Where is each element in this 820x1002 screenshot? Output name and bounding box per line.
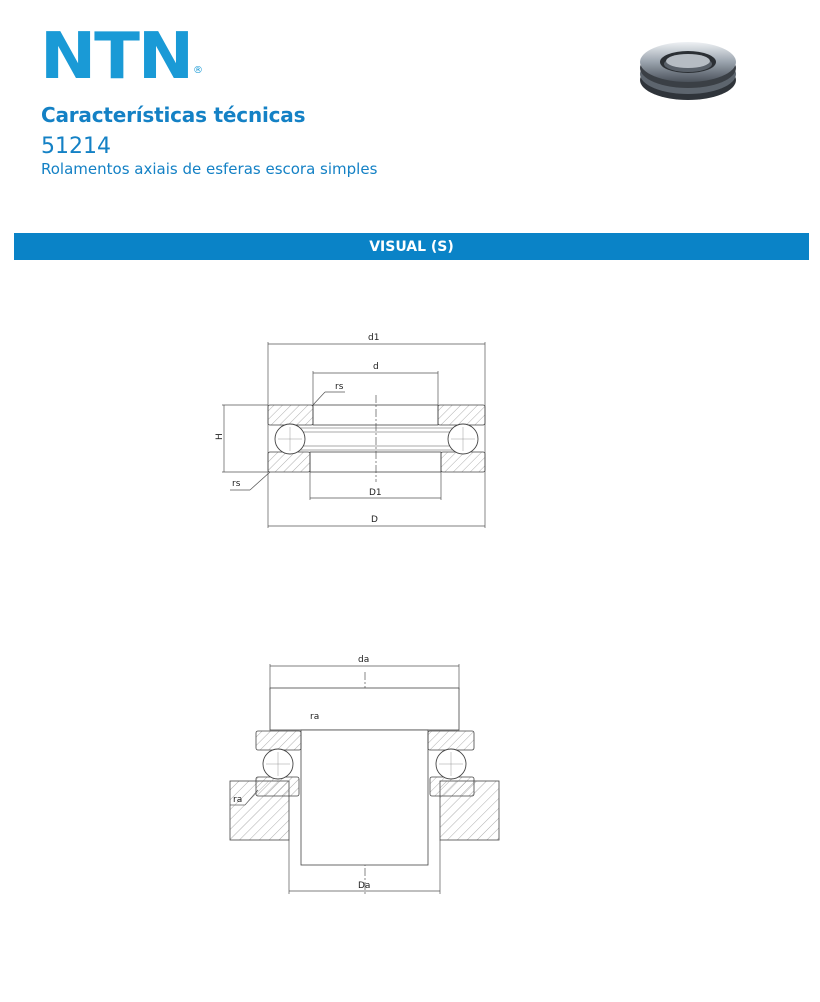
label-H: H (215, 433, 225, 440)
registered-mark: ® (193, 65, 203, 76)
mounting-dimension-drawing (222, 650, 507, 900)
section-banner: VISUAL (S) (14, 233, 809, 260)
label-rs-bottom: rs (232, 479, 241, 489)
label-ra-left: ra (233, 795, 243, 805)
label-D1: D1 (369, 488, 382, 498)
label-ra-top: ra (310, 712, 320, 722)
product-subtitle: Rolamentos axiais de esferas escora simples (41, 160, 378, 178)
bearing-dimension-drawing (200, 325, 510, 535)
label-Da: Da (358, 881, 371, 891)
label-D: D (371, 515, 378, 525)
thrust-bearing-photo (636, 34, 740, 106)
logo-text: NTN (40, 20, 193, 94)
page-title: Características técnicas (41, 103, 306, 127)
product-code: 51214 (41, 134, 111, 159)
label-da: da (358, 655, 370, 665)
label-rs-top: rs (335, 382, 344, 392)
label-d1: d1 (368, 333, 380, 343)
ntn-logo (40, 20, 204, 94)
label-d: d (373, 362, 379, 372)
